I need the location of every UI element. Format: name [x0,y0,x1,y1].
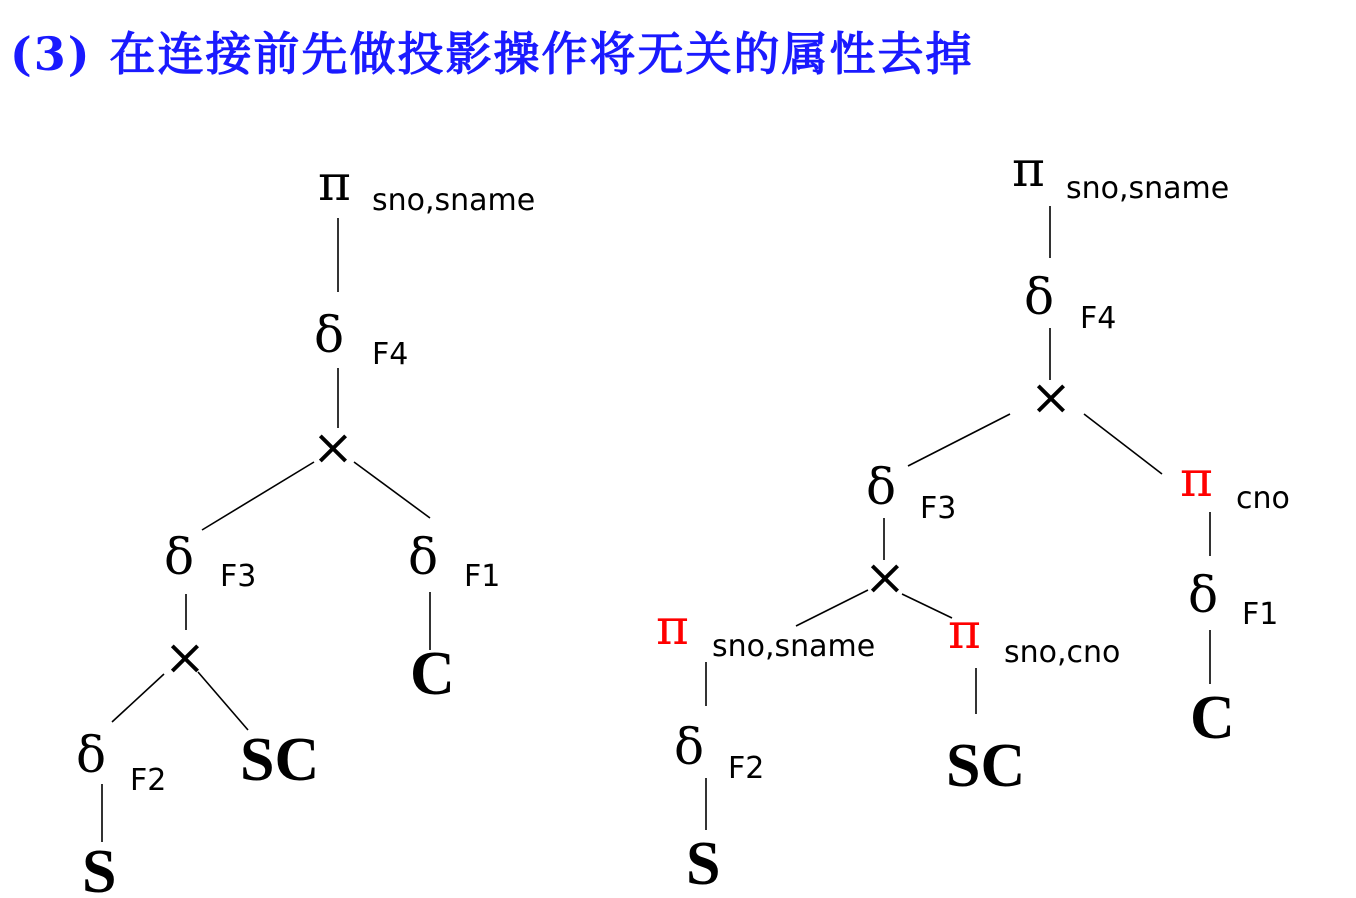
left-join-low-cross: × [164,628,206,686]
left-projection-attrs: sno,sname [372,183,536,218]
left-select-f1-delta: δ [408,528,439,586]
left-select-f2-label: F2 [130,763,167,798]
right-join-top-cross: × [1030,368,1072,426]
right-relation-s: S [686,830,721,898]
right-edge-join-sel3 [908,414,1010,466]
left-relation-c: C [410,640,455,708]
right-tree [656,140,1290,898]
right-projection-sno-sname-pi: π [656,598,689,656]
right-edge-join-projcno [1084,414,1162,474]
left-select-f4-delta: δ [314,306,345,364]
left-join-top-cross: × [312,418,354,476]
left-relation-sc: SC [240,726,320,794]
right-select-f1-delta: δ [1188,566,1219,624]
right-select-f3-label: F3 [920,491,957,526]
right-join-low-cross: × [864,548,906,606]
right-select-f3-delta: δ [866,458,897,516]
left-select-f3-delta: δ [164,528,195,586]
left-edge-join-sel2 [112,674,164,722]
left-select-f3-label: F3 [220,559,257,594]
left-tree [76,154,535,898]
right-projection-sno-cno-attrs: sno,cno [1004,635,1121,670]
right-projection-cno-pi: π [1180,450,1213,508]
left-edge-join-sel1 [354,462,430,518]
right-relation-c: C [1190,684,1235,752]
right-select-f1-label: F1 [1242,597,1279,632]
right-select-f2-delta: δ [674,718,705,776]
right-projection-attrs: sno,sname [1066,171,1230,206]
page-title: (3) 在连接前先做投影操作将无关的属性去掉 [10,27,974,81]
right-edge-join-projsname [796,590,868,626]
right-select-f4-delta: δ [1024,268,1055,326]
left-edge-join-sel3 [202,462,314,530]
left-projection-pi: π [318,154,351,212]
right-select-f4-label: F4 [1080,301,1117,336]
right-relation-sc: SC [946,732,1026,800]
left-relation-s: S [82,838,117,898]
left-select-f2-delta: δ [76,726,107,784]
right-projection-sno-sname-attrs: sno,sname [712,629,876,664]
right-select-f2-label: F2 [728,751,765,786]
right-projection-sno-cno-pi: π [948,602,981,660]
right-edge-join-projcno2 [902,594,952,618]
right-projection-cno-attrs: cno [1236,481,1290,516]
left-select-f4-label: F4 [372,337,409,372]
left-select-f1-label: F1 [464,559,501,594]
right-projection-pi: π [1012,140,1045,198]
